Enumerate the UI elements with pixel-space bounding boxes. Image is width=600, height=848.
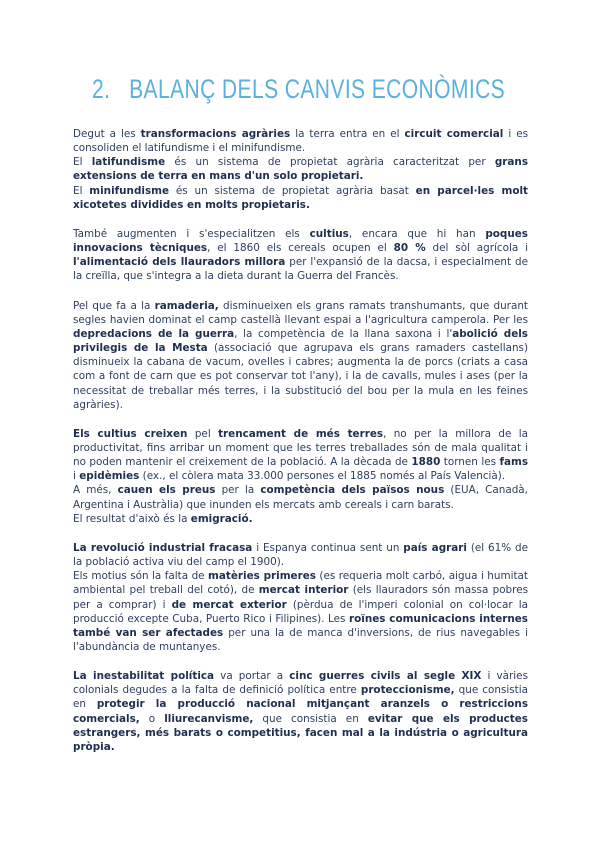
text-run: és un sistema de propietat agrària basat <box>169 184 416 197</box>
bold-text: 80 % <box>393 242 426 255</box>
paragraph-political-instability <box>73 669 528 754</box>
text-run: i vàries colonials degudes a la falta de definició política entre <box>73 670 528 697</box>
bold-text: roïnes comunicacions internes també van ser afectades <box>73 612 528 639</box>
bold-text: lliurecanvisme, <box>164 712 254 725</box>
paragraph-industrial-revolution <box>73 541 528 654</box>
bold-text: depredacions de la guerra <box>73 327 235 340</box>
text-run: per l'expansió de la dacsa, i especialment de la creïlla, que s'integra a la dieta durant la Guerra del Francès. <box>73 256 528 283</box>
text-run: Els motius són la falta de <box>73 570 209 583</box>
bold-text: fams <box>499 456 529 469</box>
text-run: que consistia en <box>73 684 528 711</box>
bold-text: circuit comercial <box>404 128 504 140</box>
bold-text: proteccionisme, <box>360 684 455 697</box>
text-run: (es requeria molt carbó, aigua i humitat ambiental pel treball del cotó), de <box>73 570 528 597</box>
bold-text: competència dels països nous <box>260 484 445 497</box>
text-run: pel <box>187 427 219 440</box>
bold-text: trencament de més terres <box>218 427 384 440</box>
text-run: per la <box>215 484 261 497</box>
bold-text: abolició dels privilegis de la Mesta <box>73 327 528 355</box>
text-run: El <box>73 184 90 197</box>
text-run: (pèrdua de l'imperi colonial on col·locar la producció excepte Cuba, Puerto Rico i Filipines). Les <box>73 598 528 625</box>
text-run: (EUA, Canadà, Argentina i Austràlia) que inunden els mercats amb cereals i carn barats. <box>73 484 528 511</box>
text-run: (el 61% de la població activa viu del camp el 1900). <box>73 541 528 569</box>
text-run: El <box>73 156 92 169</box>
bold-text: La inestabilitat política <box>73 670 215 683</box>
bold-text: evitar que els productes estrangers, més barats o competitius, facen mal a la indústria o agricultura pròpia. <box>73 712 528 753</box>
bold-text: emigració. <box>190 512 253 525</box>
text-run: per una la de manca d'inversions, de rius navegables i l'abundància de muntanyes. <box>73 626 528 653</box>
text-run: A més, <box>73 484 118 497</box>
text-run: , el 1860 els cereals ocupen el <box>207 242 394 255</box>
section-number: 2. <box>92 74 111 104</box>
text-run: del sòl agrícola i <box>425 242 528 255</box>
bold-text: transformacions agràries <box>140 128 291 140</box>
text-run: tornen les <box>440 456 500 469</box>
bold-text: Els cultius creixen <box>73 427 188 440</box>
text-run: és un sistema de propietat agrària caracteritzat per <box>165 156 495 169</box>
text-run: i es consoliden el latifundisme i el minifundisme. <box>73 128 529 155</box>
bold-text: protegir la producció nacional mitjançant aranzels o restriccions comercials, <box>73 698 528 725</box>
text-run: , no per la millora de la productivitat, fins arribar un moment que les terres treballades són de mala qualitat i no poden mantenir el creixement de la població. A la dècada de <box>73 427 528 469</box>
bold-text: matèries primeres <box>208 570 316 583</box>
bold-text: latifundisme <box>91 156 166 169</box>
text-run: va portar a <box>214 670 290 683</box>
bold-text: ramaderia, <box>154 299 219 312</box>
bold-text: minifundisme <box>89 184 170 197</box>
page-title <box>92 74 505 105</box>
text-run: També augmenten i s'especialitzen els <box>73 227 310 240</box>
text-run: , la competència de la llana saxona i l' <box>234 327 453 340</box>
text-run: Pel que fa a la <box>73 299 155 312</box>
bold-text: La revolució industrial fracasa <box>73 541 253 554</box>
text-run: i <box>73 470 80 483</box>
bold-text: cinc guerres civils al segle XIX <box>289 670 482 683</box>
section-title: BALANÇ DELS CANVIS ECONÒMICS <box>129 74 506 104</box>
text-run: i Espanya continua sent un <box>252 541 404 554</box>
document-body <box>73 127 528 769</box>
text-run: El resultat d'això és la <box>73 512 191 525</box>
paragraph-crop-growth <box>73 427 528 526</box>
bold-text: grans extensions de terra en mans d'un solo propietari. <box>73 156 528 183</box>
paragraph-livestock <box>73 299 528 412</box>
bold-text: 1880 <box>411 456 441 469</box>
text-run: la terra entra en el <box>290 128 405 140</box>
bold-text: cauen els preus <box>117 484 216 497</box>
text-run: (ex., el còlera mata 33.000 persones el 1885 només al País Valencià). <box>139 470 506 483</box>
bold-text: l'alimentació dels llauradors millora <box>73 256 286 269</box>
paragraph-land-ownership <box>73 127 528 212</box>
paragraph-crops <box>73 227 528 284</box>
bold-text: cultius <box>309 227 349 240</box>
bold-text: poques innovacions tècniques <box>73 227 528 255</box>
text-run: disminueixen els grans ramats transhumants, que durant segles havien dominat el camp castellà llevant espai a l'agricultura camperola. Per les <box>73 299 528 326</box>
bold-text: epidèmies <box>79 470 140 483</box>
bold-text: en parcel·les molt xicotetes dividides en molts propietaris. <box>73 184 528 211</box>
bold-text: país agrari <box>403 541 467 554</box>
text-run: o <box>139 712 165 725</box>
bold-text: de mercat exterior <box>171 598 287 611</box>
text-run: Degut a les <box>73 128 141 140</box>
text-run: (els llauradors són massa pobres per a comprar) i <box>73 584 528 611</box>
text-run: que consistia en <box>253 712 368 725</box>
bold-text: mercat interior <box>258 584 349 597</box>
text-run: (associació que agrupava els grans ramaders castellans) disminueix la cabana de vacum, ovelles i cabres; augmenta la de porcs (criats a casa com a font de carn que es pot conservar tot l'any), i la de cavalls, mules i ases (per la necessitat de treballar més terres, i la substitució del bou per la mula en les feines agràries). <box>73 342 529 411</box>
text-run: , encara que hi han <box>348 227 486 240</box>
